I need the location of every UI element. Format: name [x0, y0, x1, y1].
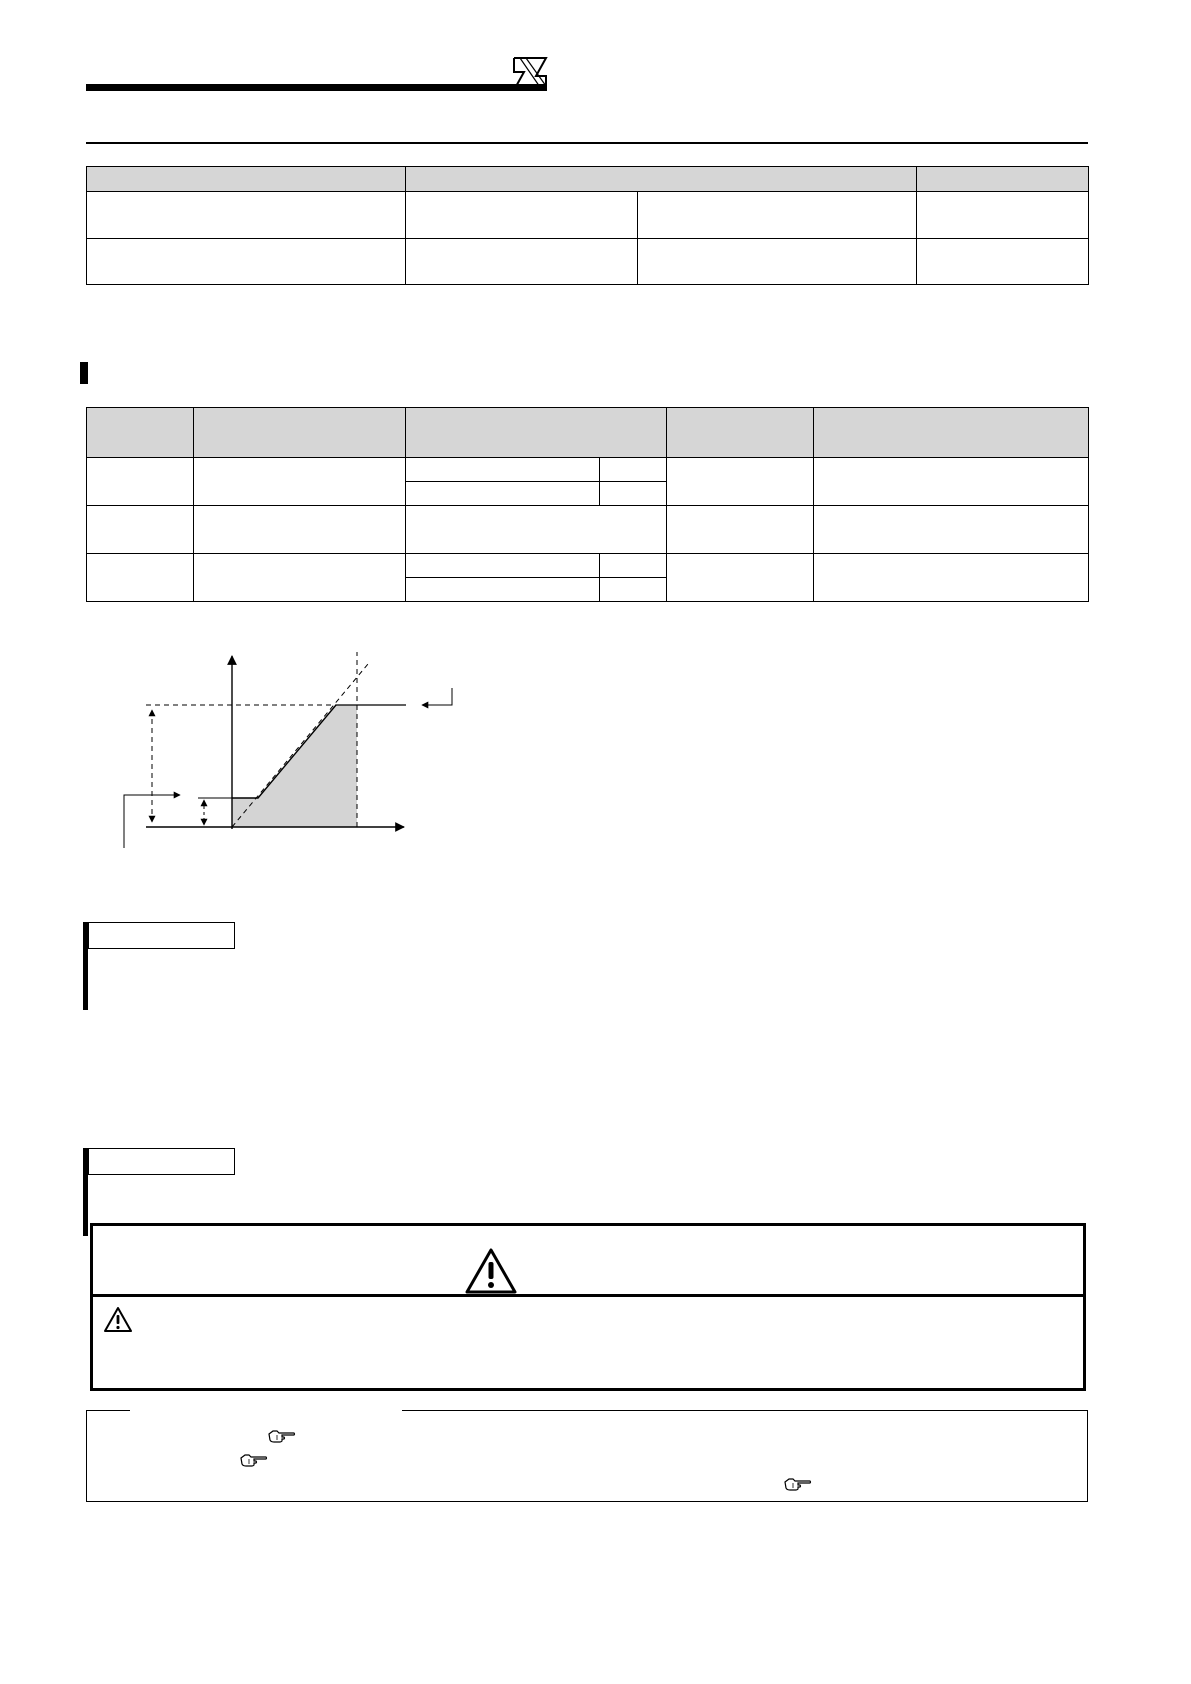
stepped-z-logo-icon [512, 54, 548, 94]
pointing-hand-icon [240, 1452, 268, 1468]
table-cell [194, 458, 406, 506]
warning-divider [90, 1294, 1086, 1297]
table-cell [194, 506, 406, 554]
parameter-table [86, 407, 1089, 602]
warning-box [90, 1223, 1086, 1391]
table-cell [638, 239, 917, 285]
table-cell [406, 506, 667, 554]
table-header-cell [87, 408, 194, 458]
point-label-box [88, 922, 235, 949]
section-marker [80, 362, 88, 384]
table-header-cell [406, 167, 917, 192]
shaded-region [232, 705, 357, 827]
table-cell [406, 482, 600, 506]
table-cell [406, 578, 600, 602]
table-cell [600, 482, 667, 506]
header-rule-thick [86, 84, 546, 91]
table-cell [600, 578, 667, 602]
pointing-hand-icon [268, 1428, 296, 1444]
table-header-cell [814, 408, 1089, 458]
table-cell [87, 192, 406, 239]
torque-boost-diagram [100, 648, 460, 862]
table-cell [600, 458, 667, 482]
table-cell [638, 192, 917, 239]
table-header-cell [917, 167, 1089, 192]
reference-title-gap [130, 1406, 402, 1414]
table-cell [194, 554, 406, 602]
table-cell [814, 458, 1089, 506]
table-cell [406, 192, 638, 239]
table-cell [814, 554, 1089, 602]
table-cell [667, 458, 814, 506]
table-cell [87, 554, 194, 602]
table-header-cell [406, 408, 667, 458]
table-cell [406, 458, 600, 482]
table-header-cell [194, 408, 406, 458]
table-cell [917, 192, 1089, 239]
table-cell [406, 554, 600, 578]
table-header-cell [87, 167, 406, 192]
table-cell [667, 554, 814, 602]
note-label-box [88, 1148, 235, 1175]
table-cell [87, 239, 406, 285]
table-cell [814, 506, 1089, 554]
leader-arrow-top [422, 688, 452, 705]
table-cell [87, 458, 194, 506]
table-cell [406, 239, 638, 285]
spec-table-top [86, 166, 1089, 285]
table-cell [87, 506, 194, 554]
table-header-cell [667, 408, 814, 458]
warning-triangle-icon [103, 1306, 133, 1333]
warning-triangle-icon [464, 1247, 518, 1295]
pointing-hand-icon [784, 1476, 812, 1492]
header-rule-thin [86, 142, 1088, 144]
table-cell [600, 554, 667, 578]
table-cell [667, 506, 814, 554]
reference-box [86, 1410, 1088, 1502]
table-cell [917, 239, 1089, 285]
